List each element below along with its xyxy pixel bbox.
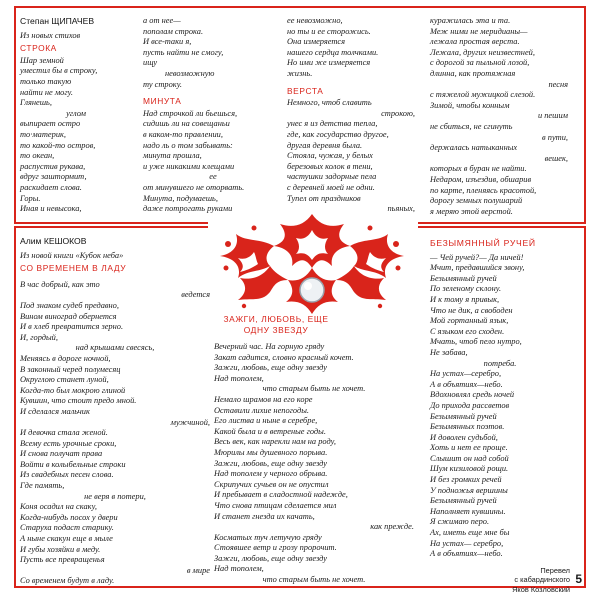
- poem-line: Зимой, чтобы конным: [430, 100, 510, 110]
- poem-line: с деревней моей не одни.: [287, 182, 375, 192]
- poem-line: Когда-то был мокрою глиной: [20, 385, 126, 395]
- poem-line: Косматых туч летучую гряду: [214, 532, 322, 542]
- poem-line: На устах—серебро,: [430, 369, 502, 379]
- poem-line: пополам строка.: [143, 26, 204, 36]
- poem-line: и уже никакими клещами: [143, 161, 235, 171]
- poem-line: в мире: [186, 565, 210, 575]
- poem-line: Стояла, чужая, у белых: [287, 151, 373, 161]
- poem-line: Меняясь в дороге ночной,: [20, 353, 111, 363]
- poem-line: над крышами свесясь,: [75, 343, 155, 353]
- poem-title: ЗАЖГИ, ЛЮБОВЬ, ЕЩЕ ОДНУ ЗВЕЗДУ: [223, 314, 329, 335]
- poem-body: [430, 16, 568, 217]
- poem-line: С языком его сходен.: [430, 326, 505, 336]
- poem-line: не веря в потери,: [84, 491, 146, 501]
- poem-line: Войти в колыбельные строки: [20, 459, 126, 469]
- poem-line: Скрипучих сучьев он не опустил: [214, 479, 329, 489]
- poem-title: СТРОКА: [20, 43, 57, 54]
- poem-line: то какой-то остров,: [20, 140, 96, 150]
- poem-line: Я сжимаю перо.: [430, 517, 490, 527]
- poem-line: но ты и ее сторожись.: [287, 26, 371, 36]
- poem-line: Мой гортанный язык,: [430, 316, 509, 326]
- poem-line: строкою,: [381, 108, 415, 118]
- poem-line: И девочка стала женой.: [20, 428, 108, 438]
- poem-line: Над тополем у черного обрыва.: [214, 469, 328, 479]
- poem-line: ищу: [143, 58, 158, 68]
- poem-line: У подножья вершины: [430, 485, 508, 495]
- poem-line: А ныне скакун еще в мыле: [20, 534, 113, 544]
- poem-line: И губы хозяйки в меду.: [20, 544, 101, 554]
- top-column-3: [287, 16, 415, 215]
- poem-line: Весь век, как нарекли нам на роду,: [214, 437, 336, 447]
- poem-line: Что не дик, а свободен: [430, 305, 513, 315]
- poem-line: Что снова птицам сделается мил: [214, 500, 337, 510]
- poem-line: унес я из детства тепла,: [287, 119, 378, 129]
- poem-line: И, гордый,: [20, 332, 58, 342]
- translator-credit: [430, 566, 570, 595]
- poem-line: березовых колок в тени,: [287, 161, 373, 171]
- poem-line: то·материк,: [20, 129, 67, 139]
- bottom-column-2: [214, 312, 414, 586]
- poem-line: жизнь.: [287, 68, 313, 78]
- poem-line: Его листва и ныне в серебре,: [214, 416, 318, 426]
- bottom-column-3: [430, 238, 570, 594]
- credit-line: Яков Козловский: [512, 584, 570, 594]
- poem-line: И станет гнезда их качать,: [214, 511, 315, 521]
- poem-line: Из свадебных песен слова.: [20, 470, 114, 480]
- poem-line: которых в буран не найти.: [430, 164, 527, 174]
- poem-line: минута прошла,: [143, 151, 202, 161]
- poem-line: вдруг заштормит,: [20, 172, 87, 182]
- poem-line: вешек,: [544, 153, 568, 163]
- poem-line: И все-таки я,: [143, 37, 192, 47]
- poem-line: Немало шрамов на его коре: [214, 394, 313, 404]
- poem-line: Кувшин, что стоит предо мной.: [20, 396, 137, 406]
- poem-title: СО ВРЕМЕНЕМ В ЛАДУ: [20, 263, 127, 274]
- credit-line: с кабардинского: [514, 575, 570, 585]
- poem-line: Округлою станет луной,: [20, 375, 109, 385]
- poem-line: Горы.: [20, 193, 41, 203]
- poem-line: Но ими же измеряется: [287, 58, 371, 68]
- top-column-4: [430, 16, 568, 217]
- poem-line: то океан,: [20, 151, 55, 161]
- poem-line: Вином виноград обернется: [20, 311, 117, 321]
- poem-line: Ах, иметь еще мне бы: [430, 528, 510, 538]
- poem-line: углом: [66, 108, 86, 118]
- poem-line: Минута, подумаешь,: [143, 193, 218, 203]
- poem-line: И снова получат права: [20, 449, 103, 459]
- source-note: Из новой книги «Кубок неба»: [20, 250, 124, 260]
- poem-line: Шум кизиловой рощи.: [430, 464, 509, 474]
- poem-body: [430, 253, 570, 560]
- credit-line: Перевел: [540, 565, 570, 575]
- poem-line: а от нее—: [143, 16, 181, 25]
- poem-line: В законный черед полумесяц: [20, 364, 121, 374]
- poem-line: держалась натыканных: [430, 143, 518, 153]
- poem-line: Безымянный ручей: [430, 496, 497, 506]
- poem-line: До прихода рассветов: [430, 400, 510, 410]
- poem-line: И сделался мальчик: [20, 406, 90, 416]
- source-note: Из новых стихов: [20, 30, 81, 40]
- poem-line: раскидает слова.: [20, 182, 82, 192]
- floral-ornament: [214, 208, 410, 318]
- poem-body: [20, 280, 210, 587]
- poem-line: И в хлеб превратится зерно.: [20, 322, 124, 332]
- poem-line: в пути,: [542, 132, 568, 142]
- poem-line: Шар земной: [20, 55, 64, 65]
- poem-line: Где память,: [20, 481, 65, 491]
- poem-line: Со временем будут в ладу.: [20, 576, 115, 586]
- poem-line: Закат садится, словно красный кочет.: [214, 352, 354, 362]
- poem-line: я меряю этой верстой.: [430, 206, 513, 216]
- poem-line: Какой была и в ветреные годы.: [214, 426, 326, 436]
- poem-line: пусть найти не смогу,: [143, 47, 224, 57]
- poem-line: Она измеряется: [287, 37, 346, 47]
- poem-line: Безымянных поэтов.: [430, 422, 505, 432]
- poem-line: — Чей ручей?— Да ничей!: [430, 252, 524, 262]
- top-column-2: [143, 16, 283, 215]
- poem-line: Наполняет кувшины.: [430, 506, 506, 516]
- poem-line: уместил бы в строку,: [20, 66, 98, 76]
- poem-title: МИНУТА: [143, 96, 182, 107]
- poem-line: где, как государство другое,: [287, 129, 389, 139]
- poem-line: длинна, как протяжная: [430, 68, 516, 78]
- poem-body: [287, 16, 415, 80]
- poem-line: только такую: [20, 76, 72, 86]
- poem-line: не сбиться, не сгинуть: [430, 121, 513, 131]
- poem-line: по карте, пленяясь красотой,: [430, 185, 537, 195]
- bottom-column-1: [20, 236, 210, 587]
- poem-line: Зажги, любовь, еще одну звезду: [214, 363, 327, 373]
- poem-line: потреба.: [483, 358, 517, 368]
- poem-line: Старуха подаст старику.: [20, 523, 114, 533]
- poem-line: Под знаком судеб предавно,: [20, 300, 119, 310]
- poem-line: что старым быть не хочет.: [262, 384, 366, 394]
- poem-line: Всему есть урочные сроки,: [20, 438, 117, 448]
- poem-line: Над строчкой ли бьешься,: [143, 108, 238, 118]
- poem-body: [143, 109, 283, 215]
- poem-line: Не забава,: [430, 347, 468, 357]
- poem-body: [214, 342, 414, 586]
- poem-line: выпирает остро: [20, 119, 81, 129]
- poem-line: что старым быть не хочет.: [262, 575, 366, 585]
- poem-line: В час добрый, как это: [20, 279, 100, 289]
- poem-line: ту строку.: [143, 79, 182, 89]
- page-number: 5: [575, 572, 582, 586]
- poem-line: Коня осадил на скаку,: [20, 502, 97, 512]
- poem-line: Стоявшее ветр и грозу пророчит.: [214, 543, 337, 553]
- poem-line: ее невозможно,: [287, 16, 343, 25]
- poem-line: Недаром, изъездив, обшарив: [430, 174, 532, 184]
- poem-line: распустив рукава,: [20, 161, 86, 171]
- poem-line: найти не могу.: [20, 87, 73, 97]
- poem-line: Иная и невысока,: [20, 204, 82, 214]
- poem-line: песня: [548, 79, 568, 89]
- poem-body: [287, 98, 415, 215]
- author-name: Алим КЕШОКОВ: [20, 236, 87, 246]
- poem-line: Вдохновлял средь ночей: [430, 390, 515, 400]
- poem-line: Мчать, чтоб пело нутро,: [430, 337, 522, 347]
- poem-line: И без громких речей: [430, 475, 502, 485]
- poem-line: даже потрогать руками: [143, 204, 233, 214]
- poem-line: Безымянный ручей: [430, 411, 497, 421]
- poem-line: А в объятиях—небо.: [430, 379, 503, 389]
- poem-line: от минувшего не оторвать.: [143, 182, 245, 192]
- poem-line: надо ль о том забывать:: [143, 140, 233, 150]
- poem-line: в каком-то правлении,: [143, 129, 223, 139]
- poem-line: Оставили лихие непогоды.: [214, 405, 310, 415]
- poem-body: [143, 16, 283, 90]
- poem-title: БЕЗЫМЯННЫЙ РУЧЕЙ: [430, 238, 536, 248]
- poem-line: Безымянный ручей: [430, 273, 497, 283]
- poem-line: Глянешь,: [20, 98, 52, 108]
- poem-line: Лежала, других неизвестней,: [430, 47, 535, 57]
- poem-line: Когда-нибудь посох у двери: [20, 512, 118, 522]
- poem-line: с дорогой за пыльной лозой,: [430, 58, 530, 68]
- poem-line: куражилась эта и та.: [430, 16, 511, 25]
- poem-line: дорогу земных полушарий: [430, 196, 523, 206]
- poem-line: сидишь ли на совещаньи: [143, 119, 230, 129]
- poem-line: Слышит он над собой: [430, 453, 509, 463]
- poem-line: Мюрилы мы душевного порыва.: [214, 447, 328, 457]
- poem-line: как прежде.: [370, 522, 414, 532]
- poem-line: Вечерний час. На горную гряду: [214, 342, 325, 351]
- poem-line: другая деревня была.: [287, 140, 363, 150]
- poem-line: мужчиной,: [170, 417, 210, 427]
- poem-body: [20, 56, 132, 215]
- poem-line: частушки задорные пела: [287, 172, 377, 182]
- poem-line: И пребывает в сладостной надежде,: [214, 490, 348, 500]
- poem-line: И доволен судьбой,: [430, 432, 498, 442]
- poem-line: А в объятиях—небо.: [430, 549, 503, 559]
- poem-line: Хоть и нет ее проще.: [430, 443, 508, 453]
- poem-line: ведется: [181, 290, 210, 300]
- author-name: Степан ЩИПАЧЕВ: [20, 16, 95, 26]
- poem-line: На устах— серебро,: [430, 538, 504, 548]
- poem-line: лежала простая верста.: [430, 37, 520, 47]
- poem-line: ее: [209, 172, 217, 182]
- poem-line: Над тополем,: [214, 564, 264, 574]
- poem-title: ВЕРСТА: [287, 85, 324, 96]
- poem-line: Пусть все превращенья: [20, 555, 105, 565]
- top-column-1: [20, 16, 132, 215]
- poem-line: Тупел от праздников: [287, 193, 361, 203]
- poem-line: Немного, чтоб славить: [287, 98, 372, 108]
- poem-line: По зеленому склону.: [430, 284, 502, 294]
- poem-line: с тяжелой мужицкой слезой.: [430, 90, 536, 100]
- poem-line: пьяных,: [387, 204, 415, 214]
- poem-line: невозможную: [165, 68, 215, 78]
- poem-line: Зажги, любовь, еще одну звезду: [214, 458, 327, 468]
- poem-line: Меж ними не меридианы—: [430, 26, 528, 36]
- poem-line: Мчит, предавшийся звону,: [430, 263, 525, 273]
- poem-line: нашего сердца толчками.: [287, 47, 379, 57]
- poem-line: Зажги, любовь, еще одну звезду: [214, 553, 327, 563]
- poem-line: Над тополем,: [214, 373, 264, 383]
- poem-line: И к тому я привык,: [430, 294, 500, 304]
- poem-line: и пешим: [537, 111, 568, 121]
